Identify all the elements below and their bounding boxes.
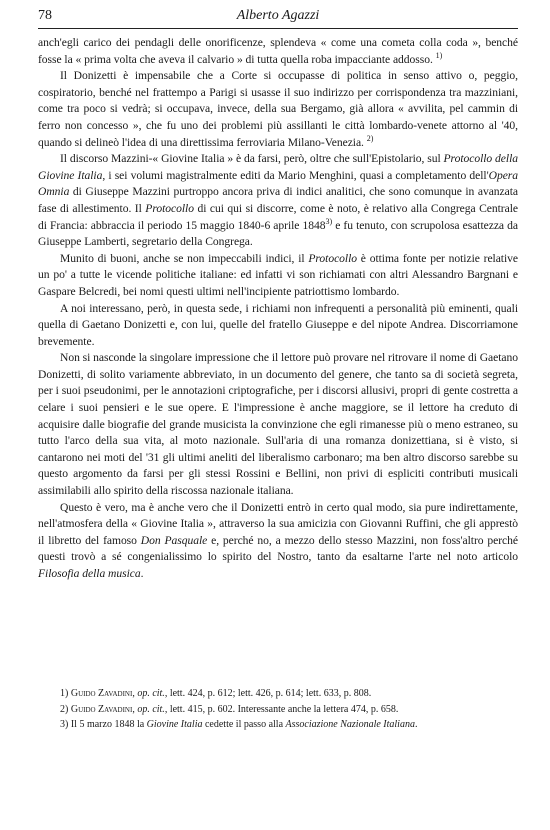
paragraph-7: Questo è vero, ma è anche vero che il Donizetti entrò in certo qual modo, sia pure indirettamente, nell'atmosfera della « Giovine Italia », attraverso la sua amicizia con Giovanni Ruffini, che gli apprestò il libretto del famoso Don Pasquale e, perché no, a mezzo dello stesso Mazzini, non foss'altro perché questi trovò a sé congenialissimo lo spirito del Nostro, tanto da esaltarne l'arte nel noto articolo Filosofia della musica. <box>38 500 518 580</box>
paragraph-5: A noi interessano, però, in questa sede, i richiami non infrequenti a personalità più eminenti, quali quella di Gaetano Donizetti e, con lui, quelle del fratello Giuseppe e del nipote Andrea. Discorriamone brevemente. <box>38 301 518 348</box>
paragraph-2: Il Donizetti è impensabile che a Corte si occupasse di politica in senso attivo o, peggio, cospiratorio, benché nel frattempo a Parigi si usasse il suo indirizzo per corrispondenza tra mazziniani, come tra poco si vedrà; si occupava, invece, della sua Bergamo, già allora « avvilita, pel cammin di ferro non concesso », che fu uno dei problemi più assillanti le città lombardo-venete attorno al '40, quando si delineò l'idea di una direttissima ferroviaria Milano-Venezia. $^{2)}$ <box>38 69 518 149</box>
paragraph-3: Il discorso Mazzini-« Giovine Italia » è da farsi, però, oltre che sull'Epistolario, sul Protocollo della Giovine Italia, i sei volumi magistralmente editi da Mario Menghini, quasi a completamento dell'Opera Omnia di Giuseppe Mazzini purtroppo ancora priva di indici analitici, che sono comunque in avanzata fase di allestimento. Il Protocollo di cui qui si discorre, come è noto, è relativo alla Congrega Centrale di Francia: abbraccia il periodo 15 maggio 1840-6 aprile 1848$^{3)}$ e fu tenuto, con scrupolosa esattezza da Giuseppe Lamberti, segretario della Congrega. <box>38 152 518 249</box>
footnote-ref-3: 3) <box>325 216 333 226</box>
body-text <box>38 35 518 583</box>
footnote-2: 2) Guido Zavadini, op. cit., lett. 415, p. 602. Interessante anche la lettera 474, p. 658. <box>60 703 399 715</box>
paragraph-6: Non si nasconde la singolare impressione che il lettore può provare nel ritrovare il nome di Gaetano Donizetti, di solito variamente abbreviato, in un documento del genere, che tanto sa di società segreta, per i suoi pseudonimi, per le annotazioni criptografiche, per i discorsi allusivi, propri di gente costretta a celare i suoi pensieri e le sue opere. E l'impressione è anche maggiore, se il lettore ha creduto di acquisire dalle biografie del grande musicista la convinzione che egli rimanesse più o meno estraneo, su tutto l'arco della sua vita, al moto nazionale. Sull'aria di una romanza donizettiana, si è visto, si cantarono nei moti del '31 gli ultimi aneliti del liberalismo carbonaro; ma ben altro discorso sarebbe su questo argomento da farsi per gli stessi Rossini e Bellini, non privi di espliciti contributi musicali assimilabili allo spirito della riscossa nazionale italiana. <box>38 351 518 498</box>
paragraph-1: anch'egli carico dei pendagli delle onorificenze, splendeva « come una cometa colla coda », benché fosse la « prima volta che aveva il calvario » di tutta quella roba impacciante addosso. $^{1)}$ <box>38 36 518 66</box>
footnotes <box>38 686 518 733</box>
footnote-ref-1: 1) <box>435 50 443 60</box>
running-title: Alberto Agazzi <box>236 8 320 23</box>
page-header <box>38 6 518 29</box>
page-number: 78 <box>38 8 52 23</box>
footnote-1: 1) Guido Zavadini, op. cit., lett. 424, p. 612; lett. 426, p. 614; lett. 633, p. 808. <box>60 688 372 699</box>
footnote-3: 3) Il 5 marzo 1848 la Giovine Italia cedette il passo alla Associazione Nazionale Italiana. <box>60 719 418 730</box>
footnote-ref-2: 2) <box>366 133 374 143</box>
paragraph-4: Munito di buoni, anche se non impeccabili indici, il Protocollo è ottima fonte per notizie relative un po' a tutte le vicende politiche italiane: ed infatti vi son richiamati con altri Alessandro Bargnani e Gaspare Belcredi, bei nomi questi ultimi nell'incipiente patriottismo lombardo. <box>38 251 518 298</box>
